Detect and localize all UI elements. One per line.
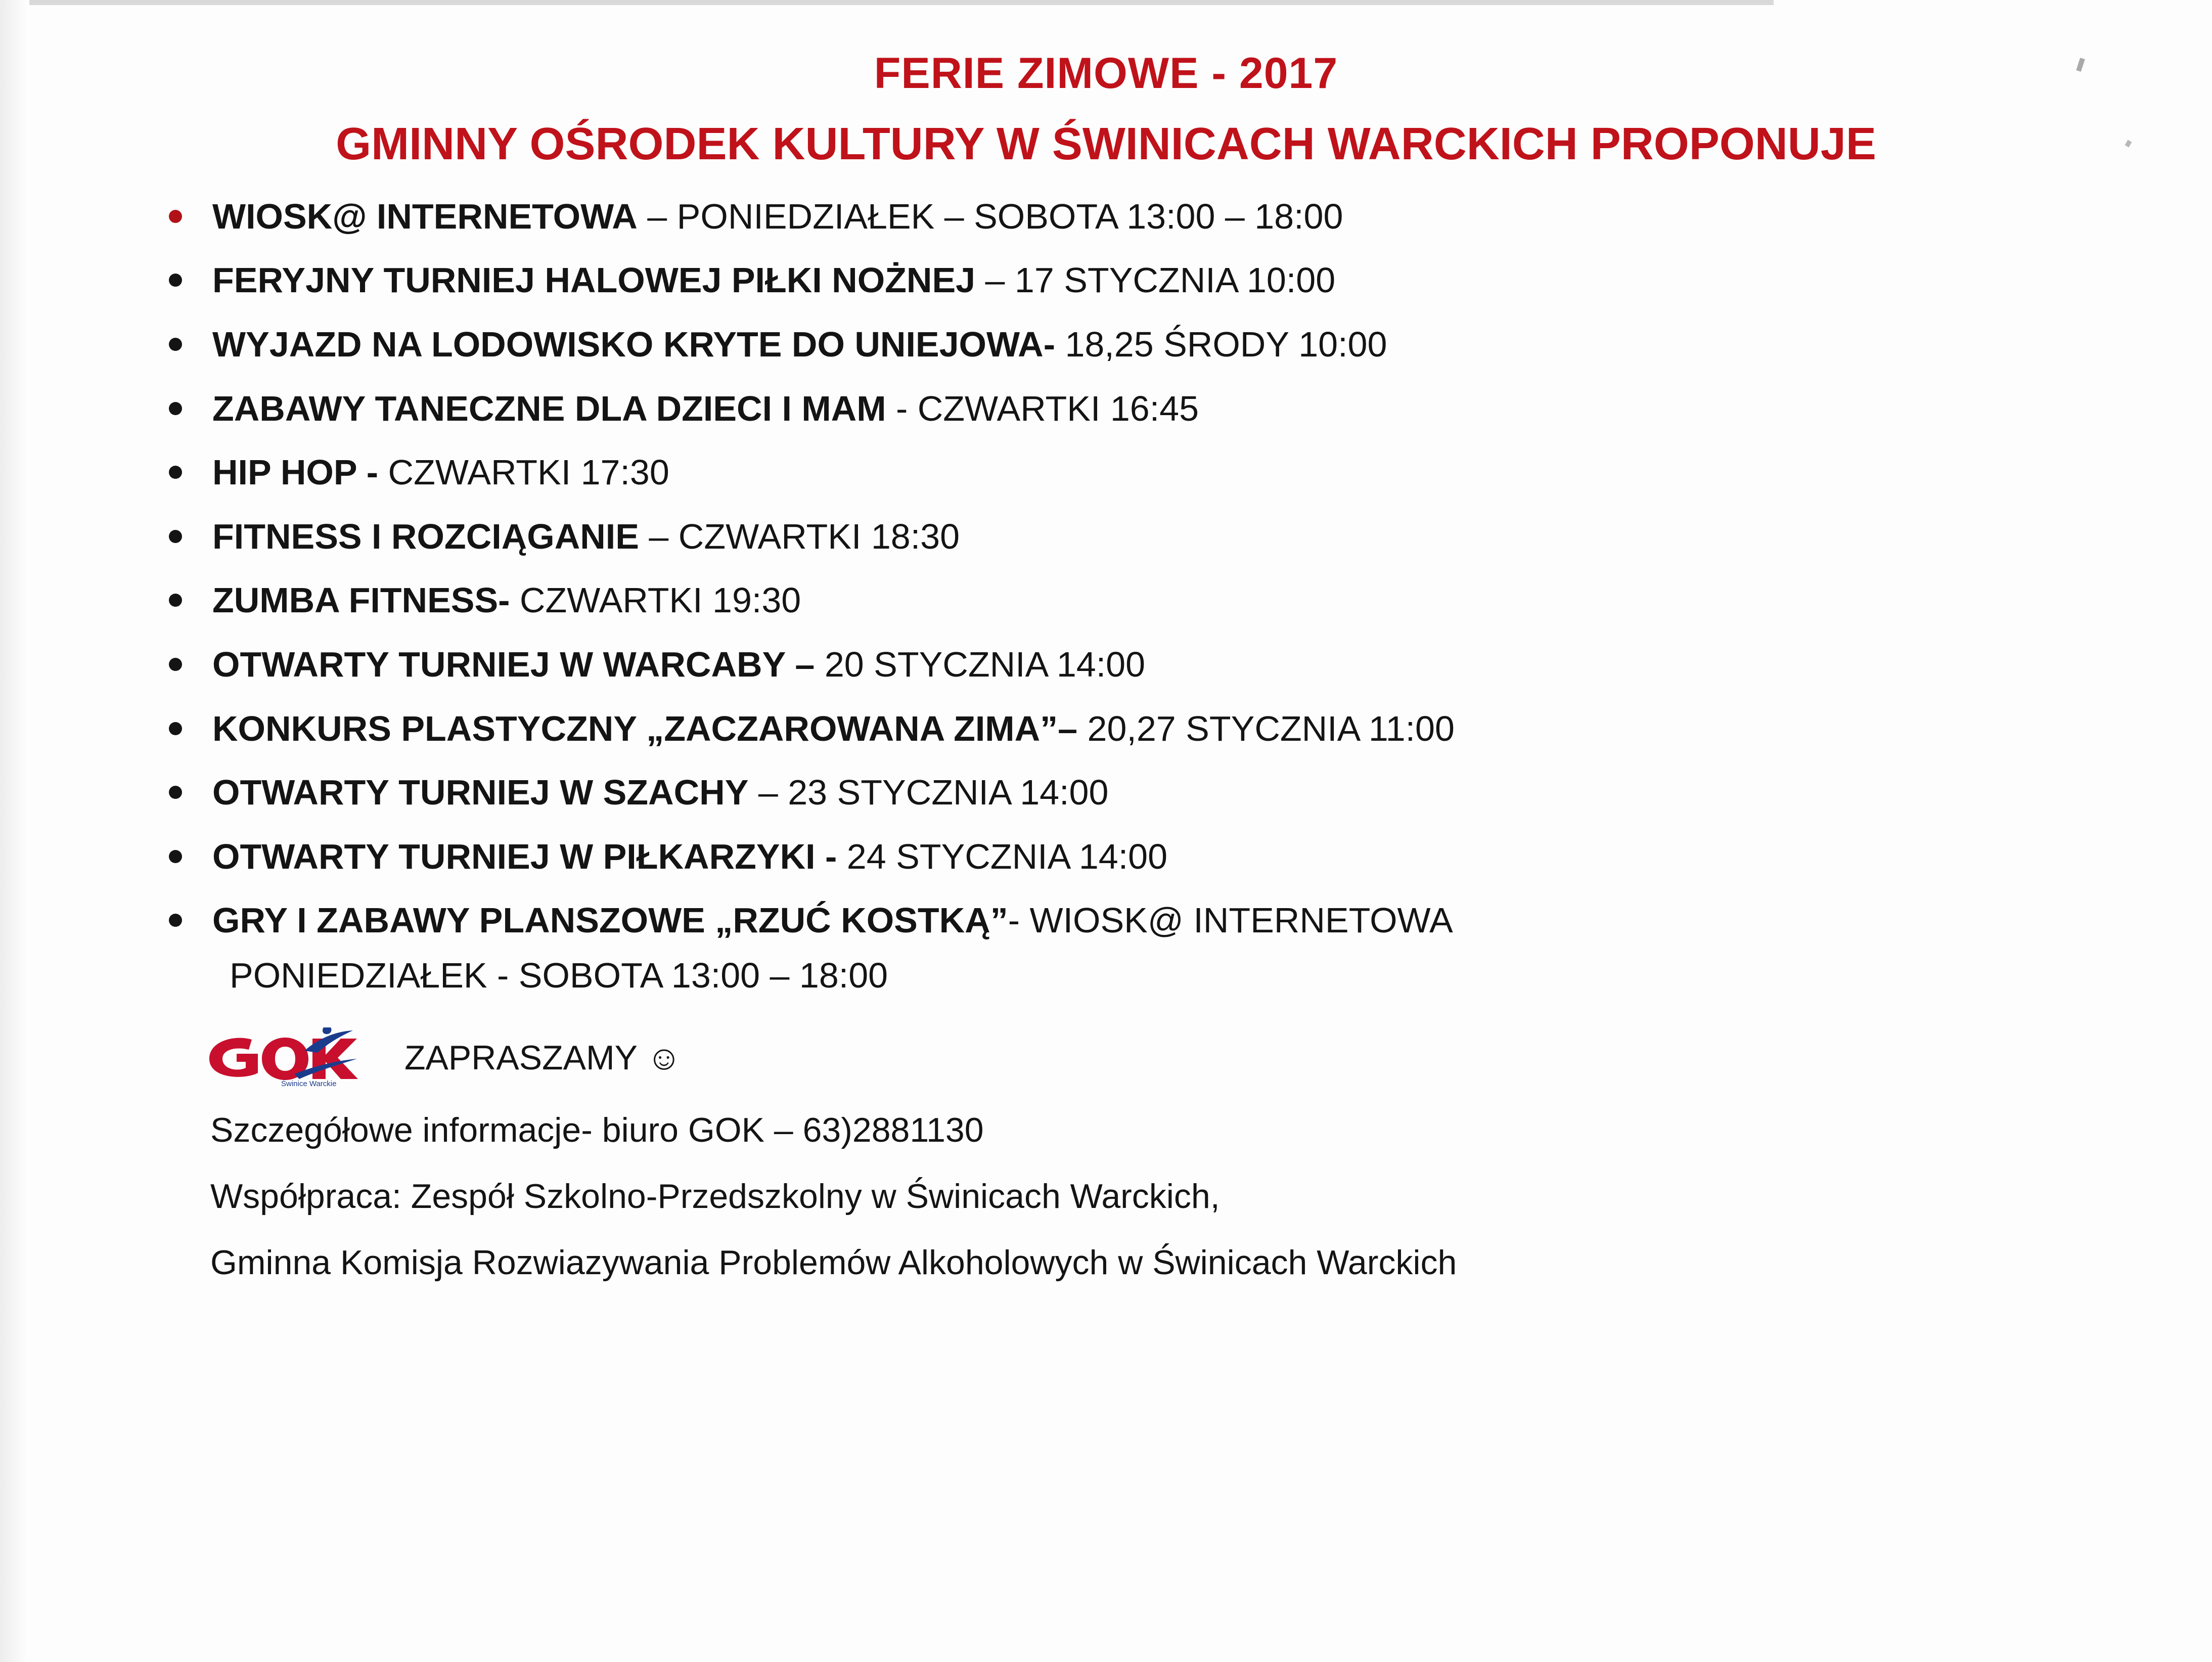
bullet-icon	[169, 530, 182, 543]
item-lead: FITNESS I ROZCIĄGANIE	[212, 516, 639, 556]
list-item	[212, 772, 2151, 814]
cooperation-line-2: Gminna Komisja Rozwiazywania Problemów Alkoholowych w Świnicach Warckich	[210, 1243, 1457, 1282]
invite-text: ZAPRASZAMY ☺	[404, 1038, 682, 1077]
list-item	[212, 900, 2151, 996]
list-item	[212, 579, 2151, 621]
item-detail: CZWARTKI 17:30	[378, 453, 669, 492]
bullet-icon	[169, 914, 182, 927]
bullet-icon	[169, 274, 182, 287]
item-lead: GRY I ZABAWY PLANSZOWE „RZUĆ KOSTKĄ”	[212, 901, 1008, 940]
item-lead: HIP HOP -	[212, 453, 379, 492]
page-subtitle: GMINNY OŚRODEK KULTURY W ŚWINICACH WARCKICH PROPONUJE	[336, 119, 1876, 170]
item-detail: - WIOSK@ INTERNETOWA	[1008, 901, 1453, 940]
cooperation-line-1: Współpraca: Zespół Szkolno-Przedszkolny w Świnicach Warckich,	[210, 1177, 1220, 1216]
program-list	[61, 196, 2151, 997]
item-detail: 24 STYCZNIA 14:00	[837, 836, 1168, 876]
bullet-icon	[169, 850, 182, 863]
list-item	[212, 324, 2151, 366]
item-detail: 20,27 STYCZNIA 11:00	[1077, 708, 1455, 748]
item-detail: 20 STYCZNIA 14:00	[815, 644, 1146, 684]
item-detail: - CZWARTKI 16:45	[886, 388, 1199, 428]
item-lead: FERYJNY TURNIEJ HALOWEJ PIŁKI NOŻNEJ	[212, 260, 976, 300]
item-lead: KONKURS PLASTYCZNY „ZACZAROWANA ZIMA”–	[212, 708, 1078, 748]
item-lead: WIOSK@ INTERNETOWA	[212, 196, 638, 236]
list-item	[212, 452, 2151, 493]
item-lead: OTWARTY TURNIEJ W PIŁKARZYKI -	[212, 836, 837, 876]
bullet-icon	[169, 786, 182, 799]
item-detail: – CZWARTKI 18:30	[639, 516, 960, 556]
list-item	[212, 196, 2151, 238]
bullet-icon	[169, 594, 182, 607]
gok-logo-icon	[205, 1027, 372, 1088]
list-item	[212, 388, 2151, 430]
bullet-icon	[169, 466, 182, 479]
bullet-icon	[169, 722, 182, 735]
list-item	[212, 708, 2151, 750]
item-continuation: PONIEDZIAŁEK - SOBOTA 13:00 – 18:00	[230, 955, 888, 995]
list-item	[212, 836, 2151, 878]
list-item	[212, 516, 2151, 558]
item-lead: WYJAZD NA LODOWISKO KRYTE DO UNIEJOWA-	[212, 324, 1056, 364]
bullet-icon	[169, 658, 182, 671]
page-title: FERIE ZIMOWE - 2017	[874, 49, 1338, 98]
bullet-icon	[169, 338, 182, 351]
bullet-icon	[169, 210, 182, 223]
item-lead: ZABAWY TANECZNE DLA DZIECI I MAM	[212, 388, 886, 428]
item-detail: 18,25 ŚRODY 10:00	[1055, 324, 1387, 364]
svg-text:Świnice Warckie: Świnice Warckie	[281, 1079, 337, 1088]
item-detail: – 17 STYCZNIA 10:00	[975, 260, 1336, 300]
invite-row	[205, 1025, 2151, 1091]
bullet-icon	[169, 402, 182, 415]
list-item	[212, 259, 2151, 301]
item-lead: OTWARTY TURNIEJ W WARCABY –	[212, 644, 815, 684]
item-detail: – 23 STYCZNIA 14:00	[748, 773, 1109, 813]
poster-footer	[61, 1025, 2151, 1290]
item-detail: CZWARTKI 19:30	[510, 580, 801, 620]
item-lead: ZUMBA FITNESS-	[212, 580, 510, 620]
item-detail: – PONIEDZIAŁEK – SOBOTA 13:00 – 18:00	[637, 196, 1343, 236]
contact-info: Szczegółowe informacje- biuro GOK – 63)2881130	[210, 1110, 984, 1149]
list-item	[212, 644, 2151, 686]
item-lead: OTWARTY TURNIEJ W SZACHY	[212, 773, 749, 813]
